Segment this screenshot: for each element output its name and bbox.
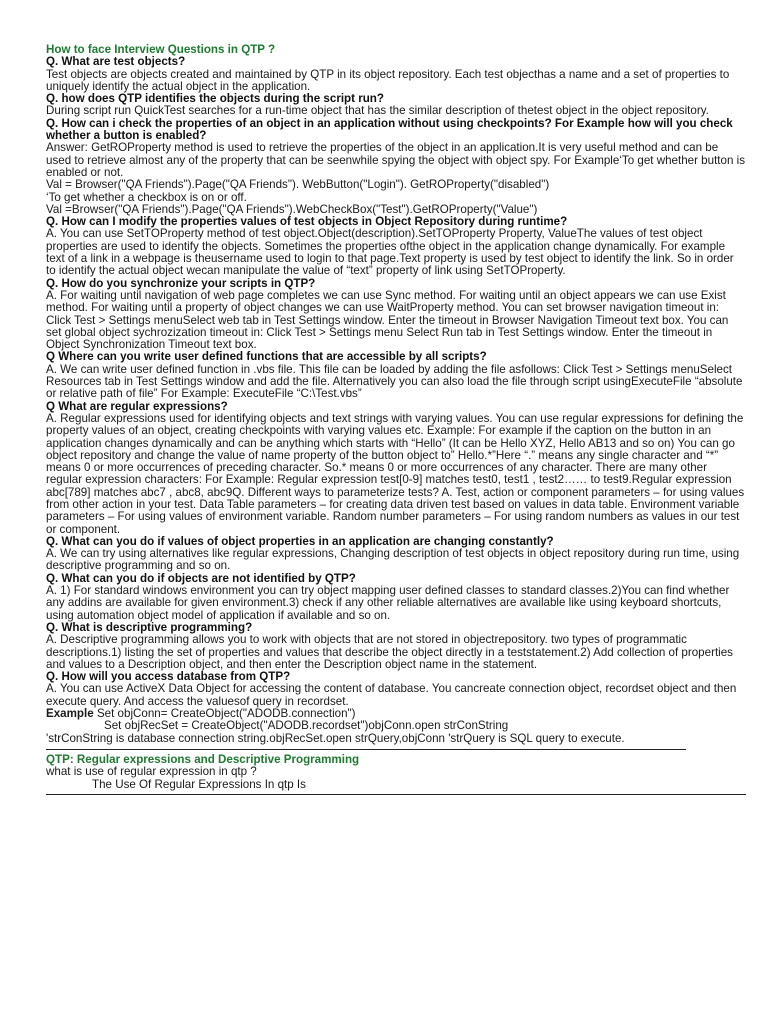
answer: A. Regular expressions used for identifying objects and text strings with varying values. You can use regular expressions for defining the property values of an object, creating checkpoints with varying values etc. Example: For example if the caption on the button in an application changes dynamically and can be anything which starts with “Hello” (It can be Hello XYZ, Hello AB13 and so on) You can go object repository and change the value of name property of the button object to” Hello.*”Here “.” means any single character and “*” means 0 or more occurrences of preceding character. So.* means 0 or more occurrences of any character. There are many other regular expression characters: For Example: Regular expression test[0-9] matches test0, test1 , test2…… to test9.Regular expression abc[789] matches abc7 , abc8, abc9Q. Different ways to parameterize tests? A. Test, action or component parameters – for using values from other action in your test. Data Table parameters – for creating data driven test based on values in data table. Environment variable parameters – For using values of environment variable. Random number parameters – For using random numbers as values in our test or component. [46, 411, 745, 536]
code-line: 'strConString is database connection string.objRecSet.open strQuery,objConn 'strQuery is SQL query to execute. [46, 731, 625, 745]
footer-question: what is use of regular expression in qtp ? [46, 765, 257, 779]
answer: A. You can use SetTOProperty method of test object.Object(description).SetTOProperty Property, ValueThe values of test object properties are used to identify the objects. Sometimes the properties ofthe object in the application change dynamically. For example text of a link in a webpage is theusername used to login to that page.Text property is used by test object to identify the link. So in order to identify the actual object wecan manipulate the value of “text” property of link using SetTOProperty. [46, 227, 734, 278]
question: Q. What can you do if objects are not identified by QTP? [46, 571, 356, 585]
section-heading: QTP: Regular expressions and Descriptive Programming [46, 752, 360, 766]
answer: A. You can use ActiveX Data Object for accessing the content of database. You cancreate connection object, recordset object and then execute query. And access the valuesof query in recordset. [46, 682, 737, 708]
divider [46, 749, 686, 750]
qa-section-10 [46, 622, 746, 671]
answer: Test objects are objects created and maintained by QTP in its object repository. Each test objecthas a name and a set of properties to uniquely identify the actual object in the application. [46, 67, 730, 93]
document-page [46, 44, 746, 795]
qa-section-11 [46, 671, 746, 708]
qa-section-7 [46, 401, 746, 536]
code-line: Val = Browser("QA Friends").Page("QA Friends"). WebButton("Login"). GetROProperty("disabled") [46, 178, 550, 192]
question: Q. How can i check the properties of an object in an application without using checkpoints? For Example how will you check whether a button is enabled? [46, 116, 733, 143]
answer: A. For waiting until navigation of web page completes we can use Sync method. For waiting until an object appears we can use Exist method. For waiting until a property of object changes we can use WaitProperty method. You can set browser navigation timeout in: Click Test > Settings menuSelect web tab in Test Settings window. Enter the timeout in Browser Navigation Timeout text box. You can set global object sychrozization timeout in: Click Test > Settings menu Select Run tab in Test Settings window. Enter the timeout in Object Synchronization Timeout text box. [46, 288, 729, 352]
question: Q. What are test objects? [46, 55, 186, 69]
question: Q. What can you do if values of object properties in an application are changing constantly? [46, 534, 554, 548]
answer: A. Descriptive programming allows you to work with objects that are not stored in objectrepository. two types of programmatic descriptions.1) listing the set of properties and values that describe the object directly in a teststatement.2) Add collection of properties and values to a Description object, and then enter the Description object name in the statement. [46, 633, 733, 671]
code-line: Set objRecSet = CreateObject("ADODB.recordset")objConn.open strConString [104, 719, 509, 733]
question: Q What are regular expressions? [46, 399, 228, 413]
answer: A. We can write user defined function in .vbs file. This file can be loaded by adding the file asfollows: Click Test > Settings menuSelect Resources tab in Test Settings window and add the file. Alternatively you can also load the file through script usingExecuteFile “absolute or relative path of file” For Example: ExecuteFile “C:\Test.vbs” [46, 362, 743, 401]
qa-section-4 [46, 216, 746, 277]
qa-section-6 [46, 351, 746, 400]
qa-section-1 [46, 56, 746, 93]
question: Q. What is descriptive programming? [46, 620, 253, 634]
footer-section [46, 754, 746, 795]
footer-text: The Use Of Regular Expressions In qtp Is [92, 777, 306, 791]
doc-title: How to face Interview Questions in QTP ? [46, 43, 276, 56]
question: Q. How can I modify the properties values of test objects in Object Repository during runtime? [46, 215, 568, 229]
question: Q Where can you write user defined functions that are accessible by all scripts? [46, 350, 487, 364]
question: Q. How do you synchronize your scripts in QTP? [46, 276, 316, 290]
qa-section-2 [46, 93, 746, 118]
qa-section-5 [46, 278, 746, 352]
example-label: Example [46, 707, 94, 721]
answer: A. 1) For standard windows environment you can try object mapping user defined classes to standard classes.2)You can find whether any addins are available for given environment.3) check if any other reliable alternatives are available like using keyboard shortcuts, using automation object model of application if available and so on. [46, 584, 730, 622]
answer: A. We can try using alternatives like regular expressions, Changing description of test objects in object repository during run time, using descriptive programming and so on. [46, 547, 740, 573]
qa-section-9 [46, 573, 746, 622]
code-line: Set objConn= CreateObject("ADODB.connection") [96, 707, 356, 721]
answer: During script run QuickTest searches for a run-time object that has the similar description of thetest object in the object repository. [46, 104, 709, 118]
example-block [46, 708, 746, 745]
question: Q. How will you access database from QTP? [46, 670, 291, 684]
divider [46, 794, 746, 795]
qa-section-8 [46, 536, 746, 573]
answer: Answer: GetROProperty method is used to retrieve the properties of the object in an application.It is very useful method and can be used to retrieve almost any of the property that can be seenwhile spying the object with object spy. For Example‘To get whether button is enabled or not. [46, 141, 746, 179]
comment-line: ‘To get whether a checkbox is on or off. [46, 190, 247, 204]
qa-section-3 [46, 118, 746, 216]
code-line: Val =Browser("QA Friends").Page("QA Friends").WebCheckBox("Test").GetROProperty("Value") [46, 202, 538, 216]
question: Q. how does QTP identifies the objects during the script run? [46, 92, 384, 106]
